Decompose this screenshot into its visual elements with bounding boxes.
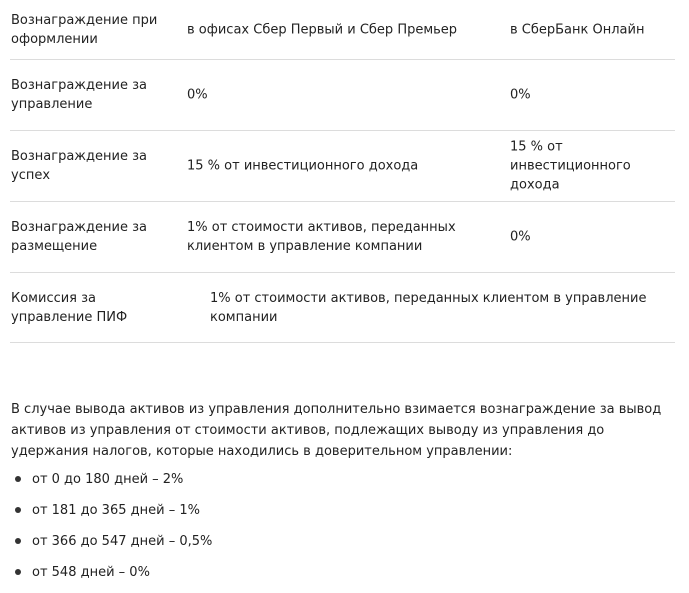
tier-text: от 0 до 180 дней – 2%	[32, 472, 184, 487]
list-item	[11, 562, 212, 593]
office-value: 1% от стоимости активов, переданных клиентом в управление компании	[187, 220, 456, 254]
table-row	[10, 60, 675, 131]
table-row	[10, 0, 675, 60]
row-label: Вознаграждение за размещение	[11, 220, 147, 254]
bullet-icon	[15, 569, 21, 575]
withdrawal-note: В случае вывода активов из управления дополнительно взимается вознаграждение за вывод активов из управления от стоимости активов, подлежащих выводу из управления до удержания налогов, которые находились в доверительном управлении:	[11, 402, 662, 459]
row-label: Комиссия за управление ПИФ	[11, 290, 128, 325]
bullet-icon	[15, 476, 21, 482]
office-value: 15 % от инвестиционного дохода	[187, 158, 419, 174]
withdrawal-tiers-list	[11, 469, 212, 593]
tier-text: от 366 до 547 дней – 0,5%	[32, 534, 213, 549]
list-item	[11, 500, 212, 531]
list-item	[11, 531, 212, 562]
online-value: 15 % от инвестиционного дохода	[510, 139, 631, 193]
table-row	[10, 273, 675, 343]
online-value: 0%	[510, 229, 531, 245]
tier-text: от 181 до 365 дней – 1%	[32, 503, 200, 518]
list-item	[11, 469, 212, 500]
row-label: Вознаграждение при оформлении	[11, 12, 158, 47]
fee-table	[10, 0, 675, 343]
table-row	[10, 131, 675, 202]
online-value: 0%	[510, 87, 531, 103]
office-value: 0%	[187, 87, 208, 103]
column-header-office: в офисах Сбер Первый и Сбер Премьер	[187, 22, 458, 37]
bullet-icon	[15, 507, 21, 513]
row-label: Вознаграждение за управление	[11, 78, 147, 112]
merged-value: 1% от стоимости активов, переданных клиентом в управление компании	[210, 290, 647, 325]
column-header-online: в СберБанк Онлайн	[510, 22, 645, 37]
tier-text: от 548 дней – 0%	[32, 565, 150, 580]
row-label: Вознаграждение за успех	[11, 149, 147, 183]
table-row	[10, 202, 675, 273]
bullet-icon	[15, 538, 21, 544]
